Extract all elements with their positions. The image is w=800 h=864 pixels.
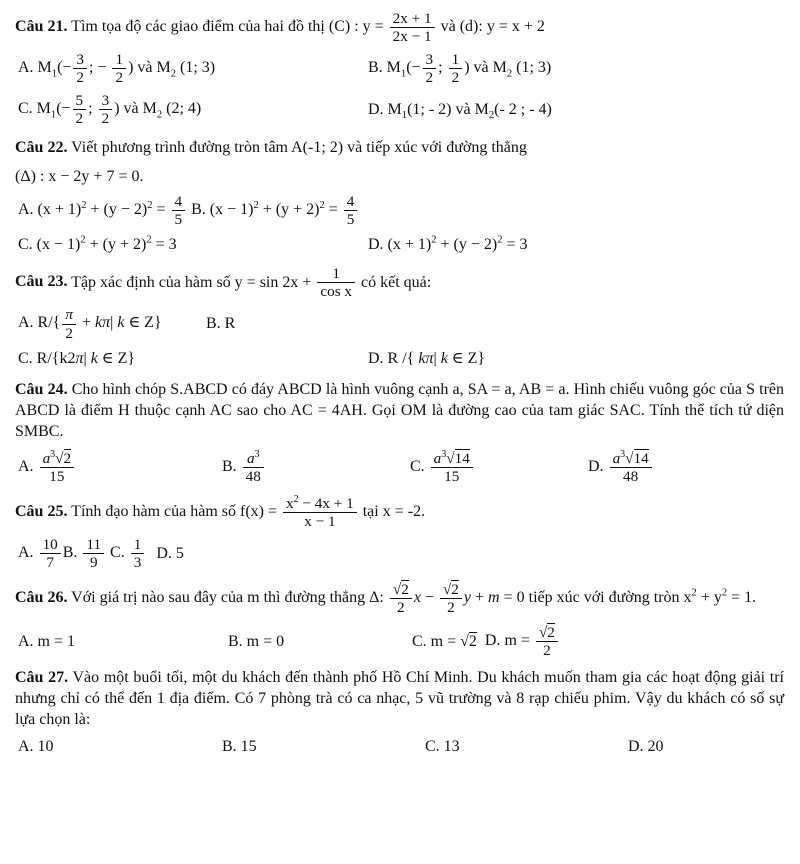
- option-24-a: A. $\frac{a^3√2}{15}$: [18, 450, 222, 485]
- question-21: [15, 10, 784, 127]
- question-25-options-row: [15, 536, 784, 571]
- question-26-options-row: [15, 624, 784, 659]
- option-22-a: A. $(x + 1)^2 + (y - 2)^2$ = $\frac{4}{5}$: [18, 193, 187, 228]
- question-22-label: Câu 22.: [15, 139, 68, 157]
- question-22-body: Viết phương trình đường tròn tâm A(-1; 2) và tiếp xúc với đường thẳng: [67, 139, 527, 157]
- question-23-body: Tập xác định của hàm số y = sin 2x + $\frac{1}{\text{cos x}}$ có kết quả:: [67, 265, 432, 301]
- option-23-c: C. R/{k2π| k ∈ Z}: [18, 349, 136, 367]
- option-25-d: D. 5: [156, 544, 184, 562]
- option-25-c: C. $\frac{1}{3}$: [110, 536, 146, 571]
- question-25-text: [15, 495, 784, 530]
- question-27-body: Vào một buổi tối, một du khách đến thành phố Hồ Chí Minh. Du khách muốn tham gia các hoạt động giải trí nhưng chỉ có thể đến 1 địa điểm. Có 7 phòng trà có ca nhạc, 5 vũ trường và 8 rạp chiếu phim. Vậy du khách có số sự lựa chọn là:: [15, 669, 785, 729]
- question-27: [15, 667, 784, 757]
- question-23-options-row-1: [15, 306, 784, 341]
- option-27-d: D. 20: [628, 738, 664, 756]
- option-25-b: B. $\frac{11}{9}$: [63, 536, 106, 571]
- question-27-label: Câu 27.: [15, 669, 69, 687]
- question-26-label: Câu 26.: [15, 589, 68, 607]
- option-24-d: D. $\frac{a^3√14}{48}$: [588, 450, 654, 485]
- question-23-text: [15, 265, 784, 300]
- option-21-c: C. $M_1(-$ $\frac{5}{2}$ ; $\frac{3}{2}$ ) và $M_2$ (2; 4): [18, 92, 202, 128]
- question-23-options-row-2: [15, 348, 784, 369]
- option-23-a: A. R/{ $\frac{\pi}{2}$ + kπ| k ∈ Z}: [18, 306, 162, 342]
- option-24-c: C. $\frac{a^3√14}{15}$: [410, 450, 588, 485]
- option-27-b: B. 15: [222, 738, 257, 756]
- question-23: [15, 265, 784, 368]
- question-21-body: Tìm tọa độ các giao điểm của hai đồ thị (C) : y = $\frac{2x + 1}{2x - 1}$ và (d): y = x + 2: [67, 10, 545, 46]
- option-23-d: D. R /{ kπ| k ∈ Z}: [368, 349, 486, 367]
- question-25-body: Tính đạo hàm của hàm số f(x) = $\frac{x^2 - 4x + 1}{x - 1}$ tại x = -2.: [67, 493, 426, 530]
- option-22-c: C. $(x - 1)^2 + (y + 2)^2 = 3$: [18, 235, 177, 254]
- question-24-options-row: [15, 450, 784, 485]
- option-26-d: D. m = $\frac{√2}{2}$: [485, 624, 560, 659]
- option-26-a: A. m = 1: [18, 633, 76, 651]
- question-27-options-row: [15, 736, 784, 757]
- option-22-b: B. $(x - 1)^2 + (y + 2)^2$ = $\frac{4}{5}$: [191, 193, 359, 228]
- option-25-a: A. $\frac{10}{7}$: [18, 536, 63, 571]
- option-26-b: B. m = 0: [228, 633, 285, 651]
- question-21-label: Câu 21.: [15, 18, 68, 36]
- question-23-label: Câu 23.: [15, 273, 68, 291]
- question-26: [15, 581, 784, 659]
- question-27-text: [15, 667, 784, 730]
- option-23-b: B. R: [206, 315, 236, 333]
- question-25: [15, 495, 784, 571]
- question-26-body: Với giá trị nào sau đây của m thì đường thẳng Δ: $\frac{√2}{2}$ x − $\frac{√2}{2}$ y + m = 0 tiếp xúc với đường tròn $x^2 + y^2 = 1$.: [67, 581, 757, 617]
- question-24-body: Cho hình chóp S.ABCD có đáy ABCD là hình vuông cạnh a, SA = a, AB = a. Hình chiếu vuông góc của S trên ABCD là điểm H thuộc cạnh AC sao cho AC = 4AH. Gọi OM là đường cao của tam giác SAC. Tính thể tích tứ diện SMBC.: [15, 380, 785, 440]
- option-27-c: C. 13: [425, 738, 460, 756]
- question-24-text: [15, 379, 784, 442]
- question-22-options-row-1: [15, 193, 784, 228]
- option-21-a: A. $M_1(-$ $\frac{3}{2}$ ; − $\frac{1}{2}$ ) và $M_2$ (1; 3): [18, 51, 216, 87]
- option-22-d: D. $(x + 1)^2 + (y - 2)^2 = 3$: [368, 235, 528, 254]
- question-21-options-row-2: [15, 92, 784, 127]
- option-21-d: D. $M_1(1$; - 2) và $M_2(-$ 2 ; - 4): [368, 101, 552, 122]
- question-25-label: Câu 25.: [15, 503, 68, 521]
- question-22-text: [15, 137, 784, 158]
- option-21-b: B. $M_1(-$ $\frac{3}{2}$ ; $\frac{1}{2}$ ) và $M_2$ (1; 3): [368, 51, 552, 87]
- question-21-options-row-1: [15, 51, 784, 86]
- question-26-text: [15, 581, 784, 616]
- option-26-c: C. m = √2: [412, 633, 477, 651]
- option-24-b: B. $\frac{a^3}{48}$: [222, 450, 410, 485]
- question-22: [15, 137, 784, 255]
- question-24-label: Câu 24.: [15, 380, 68, 398]
- question-21-text: [15, 10, 784, 45]
- question-24: [15, 379, 784, 485]
- question-22-options-row-2: [15, 234, 784, 255]
- question-22-body-line-2: (Δ) : x − 2y + 7 = 0.: [15, 168, 144, 186]
- option-27-a: A. 10: [18, 738, 54, 756]
